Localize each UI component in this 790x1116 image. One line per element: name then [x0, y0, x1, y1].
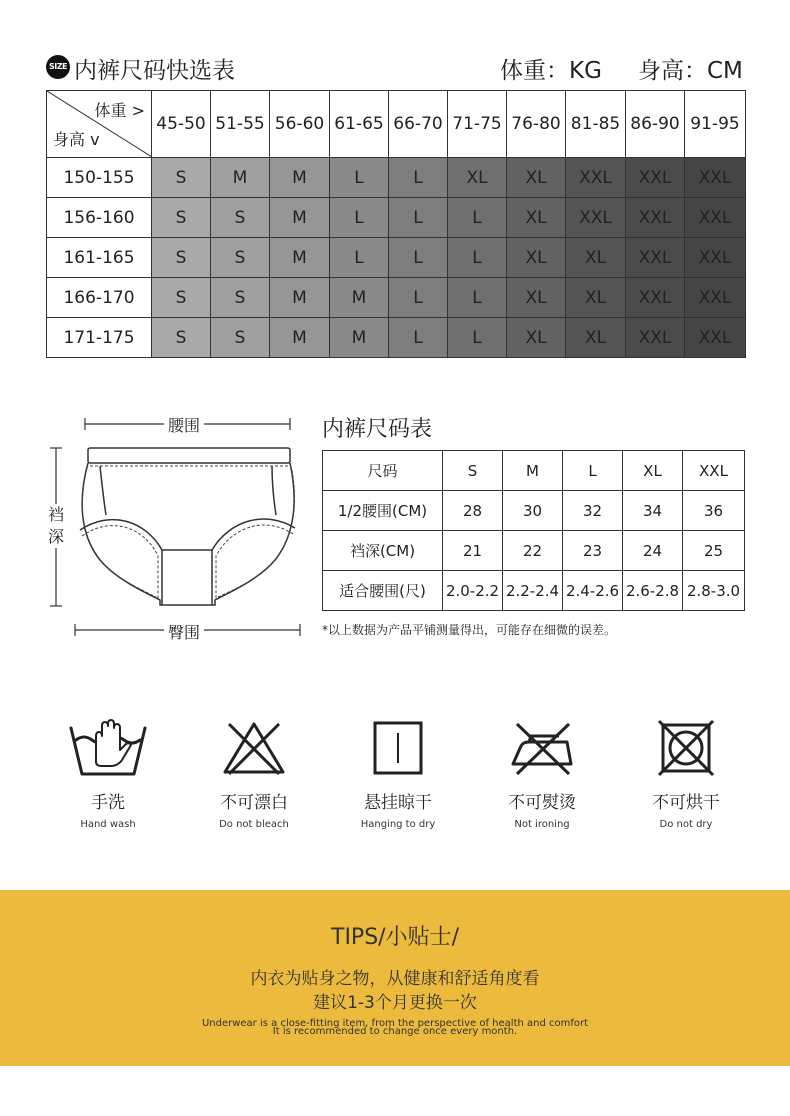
care-label-cn: 不可漂白: [220, 793, 288, 813]
size-cell: XXL: [626, 158, 685, 198]
size-cell: XL: [566, 278, 626, 318]
size-table-cell: 34: [623, 491, 683, 531]
care-label-en: Not ironing: [514, 819, 570, 830]
corner-height-label: 身高 v: [53, 130, 100, 149]
size-table-cell: 28: [443, 491, 503, 531]
size-cell: L: [389, 278, 448, 318]
size-cell: S: [152, 198, 211, 238]
size-table-row: [323, 491, 745, 531]
height-unit-label: 身高：CM: [638, 58, 743, 84]
size-table-cell: 24: [623, 531, 683, 571]
quick-table-row: [47, 318, 746, 358]
quick-table-header-row: [47, 91, 746, 158]
waist-label: 腰围: [164, 413, 204, 436]
weight-header: 81-85: [566, 91, 626, 158]
size-cell: XXL: [626, 238, 685, 278]
measurement-note: *以上数据为产品平铺测量得出，可能存在细微的误差。: [322, 623, 617, 637]
size-table-cell: L: [563, 451, 623, 491]
weight-unit-label: 体重：KG: [500, 58, 602, 84]
care-item-no-tumble-dry: [626, 718, 746, 830]
size-cell: L: [389, 238, 448, 278]
height-range-cell: 150-155: [47, 158, 152, 198]
hand-wash-icon: [68, 718, 148, 778]
weight-header: 45-50: [152, 91, 211, 158]
size-cell: M: [330, 318, 389, 358]
size-row-label: 1/2腰围(CM): [323, 491, 443, 531]
no-iron-icon: [507, 718, 577, 778]
hang-dry-icon: [368, 718, 428, 778]
size-table-title: 内裤尺码表: [322, 417, 433, 442]
size-table-cell: M: [503, 451, 563, 491]
tips-line-1: 内衣为贴身之物，从健康和舒适角度看: [250, 969, 540, 989]
size-table-cell: 2.2-2.4: [503, 571, 563, 611]
size-cell: L: [448, 318, 507, 358]
size-cell: L: [389, 198, 448, 238]
size-table: [322, 450, 745, 611]
size-cell: M: [270, 238, 330, 278]
size-table-cell: 21: [443, 531, 503, 571]
height-range-cell: 171-175: [47, 318, 152, 358]
size-cell: S: [152, 278, 211, 318]
size-cell: M: [270, 198, 330, 238]
height-range-cell: 161-165: [47, 238, 152, 278]
size-table-cell: 2.6-2.8: [623, 571, 683, 611]
care-label-cn: 悬挂晾干: [364, 793, 432, 813]
care-item-hand-wash: [48, 718, 168, 830]
hip-label: 臀围: [164, 620, 204, 643]
tips-english-2: It is recommended to change once every month.: [272, 1026, 518, 1037]
tips-title: TIPS/小贴士/: [331, 925, 459, 950]
size-row-label: 尺码: [323, 451, 443, 491]
size-table-cell: 22: [503, 531, 563, 571]
care-label-en: Hand wash: [80, 819, 136, 830]
size-cell: S: [211, 318, 270, 358]
care-item-no-iron: [482, 718, 602, 830]
size-cell: L: [330, 198, 389, 238]
size-table-cell: 23: [563, 531, 623, 571]
weight-header: 56-60: [270, 91, 330, 158]
size-cell: L: [389, 318, 448, 358]
weight-header: 91-95: [685, 91, 746, 158]
size-cell: L: [448, 198, 507, 238]
size-table-cell: 30: [503, 491, 563, 531]
underwear-diagram: [40, 410, 310, 640]
quick-chart-header: [46, 50, 746, 84]
size-table-cell: 2.0-2.2: [443, 571, 503, 611]
size-cell: L: [448, 238, 507, 278]
size-cell: XL: [507, 318, 566, 358]
care-label-cn: 不可熨烫: [508, 793, 576, 813]
size-cell: XL: [507, 158, 566, 198]
size-table-row: [323, 531, 745, 571]
size-table-cell: 2.4-2.6: [563, 571, 623, 611]
size-cell: XL: [507, 238, 566, 278]
size-cell: XXL: [626, 198, 685, 238]
size-cell: XXL: [626, 318, 685, 358]
size-cell: XXL: [685, 238, 746, 278]
size-cell: M: [330, 278, 389, 318]
weight-header: 51-55: [211, 91, 270, 158]
size-cell: L: [448, 278, 507, 318]
stitch-lines: [82, 466, 295, 600]
size-cell: XL: [566, 238, 626, 278]
weight-header: 66-70: [389, 91, 448, 158]
size-table-cell: XL: [623, 451, 683, 491]
weight-header: 76-80: [507, 91, 566, 158]
size-cell: S: [211, 238, 270, 278]
size-cell: S: [211, 198, 270, 238]
size-table-cell: S: [443, 451, 503, 491]
height-range-cell: 156-160: [47, 198, 152, 238]
size-cell: XL: [507, 278, 566, 318]
quick-table-row: [47, 198, 746, 238]
size-cell: S: [152, 318, 211, 358]
size-table-cell: 32: [563, 491, 623, 531]
tips-banner: [0, 890, 790, 1066]
care-label-en: Do not dry: [659, 819, 713, 830]
size-row-label: 裆深(CM): [323, 531, 443, 571]
size-cell: XXL: [685, 318, 746, 358]
quick-table-row: [47, 158, 746, 198]
size-row-label: 适合腰围(尺): [323, 571, 443, 611]
care-item-no-bleach: [194, 718, 314, 830]
size-cell: S: [152, 238, 211, 278]
quick-table-row: [47, 278, 746, 318]
size-cell: XL: [448, 158, 507, 198]
quick-table-row: [47, 238, 746, 278]
underwear-outline: [80, 448, 295, 605]
no-tumble-dry-icon: [656, 718, 716, 778]
care-label-cn: 不可烘干: [652, 793, 720, 813]
size-cell: XXL: [566, 158, 626, 198]
care-label-en: Do not bleach: [219, 819, 289, 830]
size-cell: XXL: [685, 158, 746, 198]
care-label-cn: 手洗: [91, 793, 125, 813]
weight-header: 71-75: [448, 91, 507, 158]
size-cell: L: [330, 158, 389, 198]
care-item-hang-dry: [338, 718, 458, 830]
size-table-cell: XXL: [683, 451, 745, 491]
size-cell: XL: [507, 198, 566, 238]
size-cell: S: [211, 278, 270, 318]
size-cell: M: [270, 278, 330, 318]
height-range-cell: 166-170: [47, 278, 152, 318]
quick-table-corner: [47, 91, 152, 158]
size-cell: XXL: [685, 198, 746, 238]
weight-header: 86-90: [626, 91, 685, 158]
crotch-depth-label: 裆深: [44, 504, 68, 548]
size-cell: M: [211, 158, 270, 198]
size-badge-icon: SIZE: [46, 55, 70, 79]
size-table-row: [323, 451, 745, 491]
weight-header: 61-65: [330, 91, 389, 158]
size-cell: L: [389, 158, 448, 198]
corner-weight-label: 体重 >: [94, 101, 145, 120]
size-table-cell: 25: [683, 531, 745, 571]
size-cell: S: [152, 158, 211, 198]
tips-line-2: 建议1-3个月更换一次: [313, 993, 477, 1013]
size-cell: XXL: [626, 278, 685, 318]
no-bleach-icon: [219, 718, 289, 778]
care-label-en: Hanging to dry: [360, 819, 436, 830]
size-table-cell: 36: [683, 491, 745, 531]
quick-size-table: [46, 90, 746, 358]
size-table-row: [323, 571, 745, 611]
size-table-cell: 2.8-3.0: [683, 571, 745, 611]
size-cell: M: [270, 318, 330, 358]
size-cell: XXL: [685, 278, 746, 318]
quick-chart-title: 内裤尺码快选表: [74, 58, 235, 84]
size-cell: L: [330, 238, 389, 278]
size-cell: M: [270, 158, 330, 198]
tips-english-1: Underwear is a close-fitting item, from the perspective of health and comfort: [201, 1018, 589, 1029]
size-cell: XXL: [566, 198, 626, 238]
size-cell: XL: [566, 318, 626, 358]
